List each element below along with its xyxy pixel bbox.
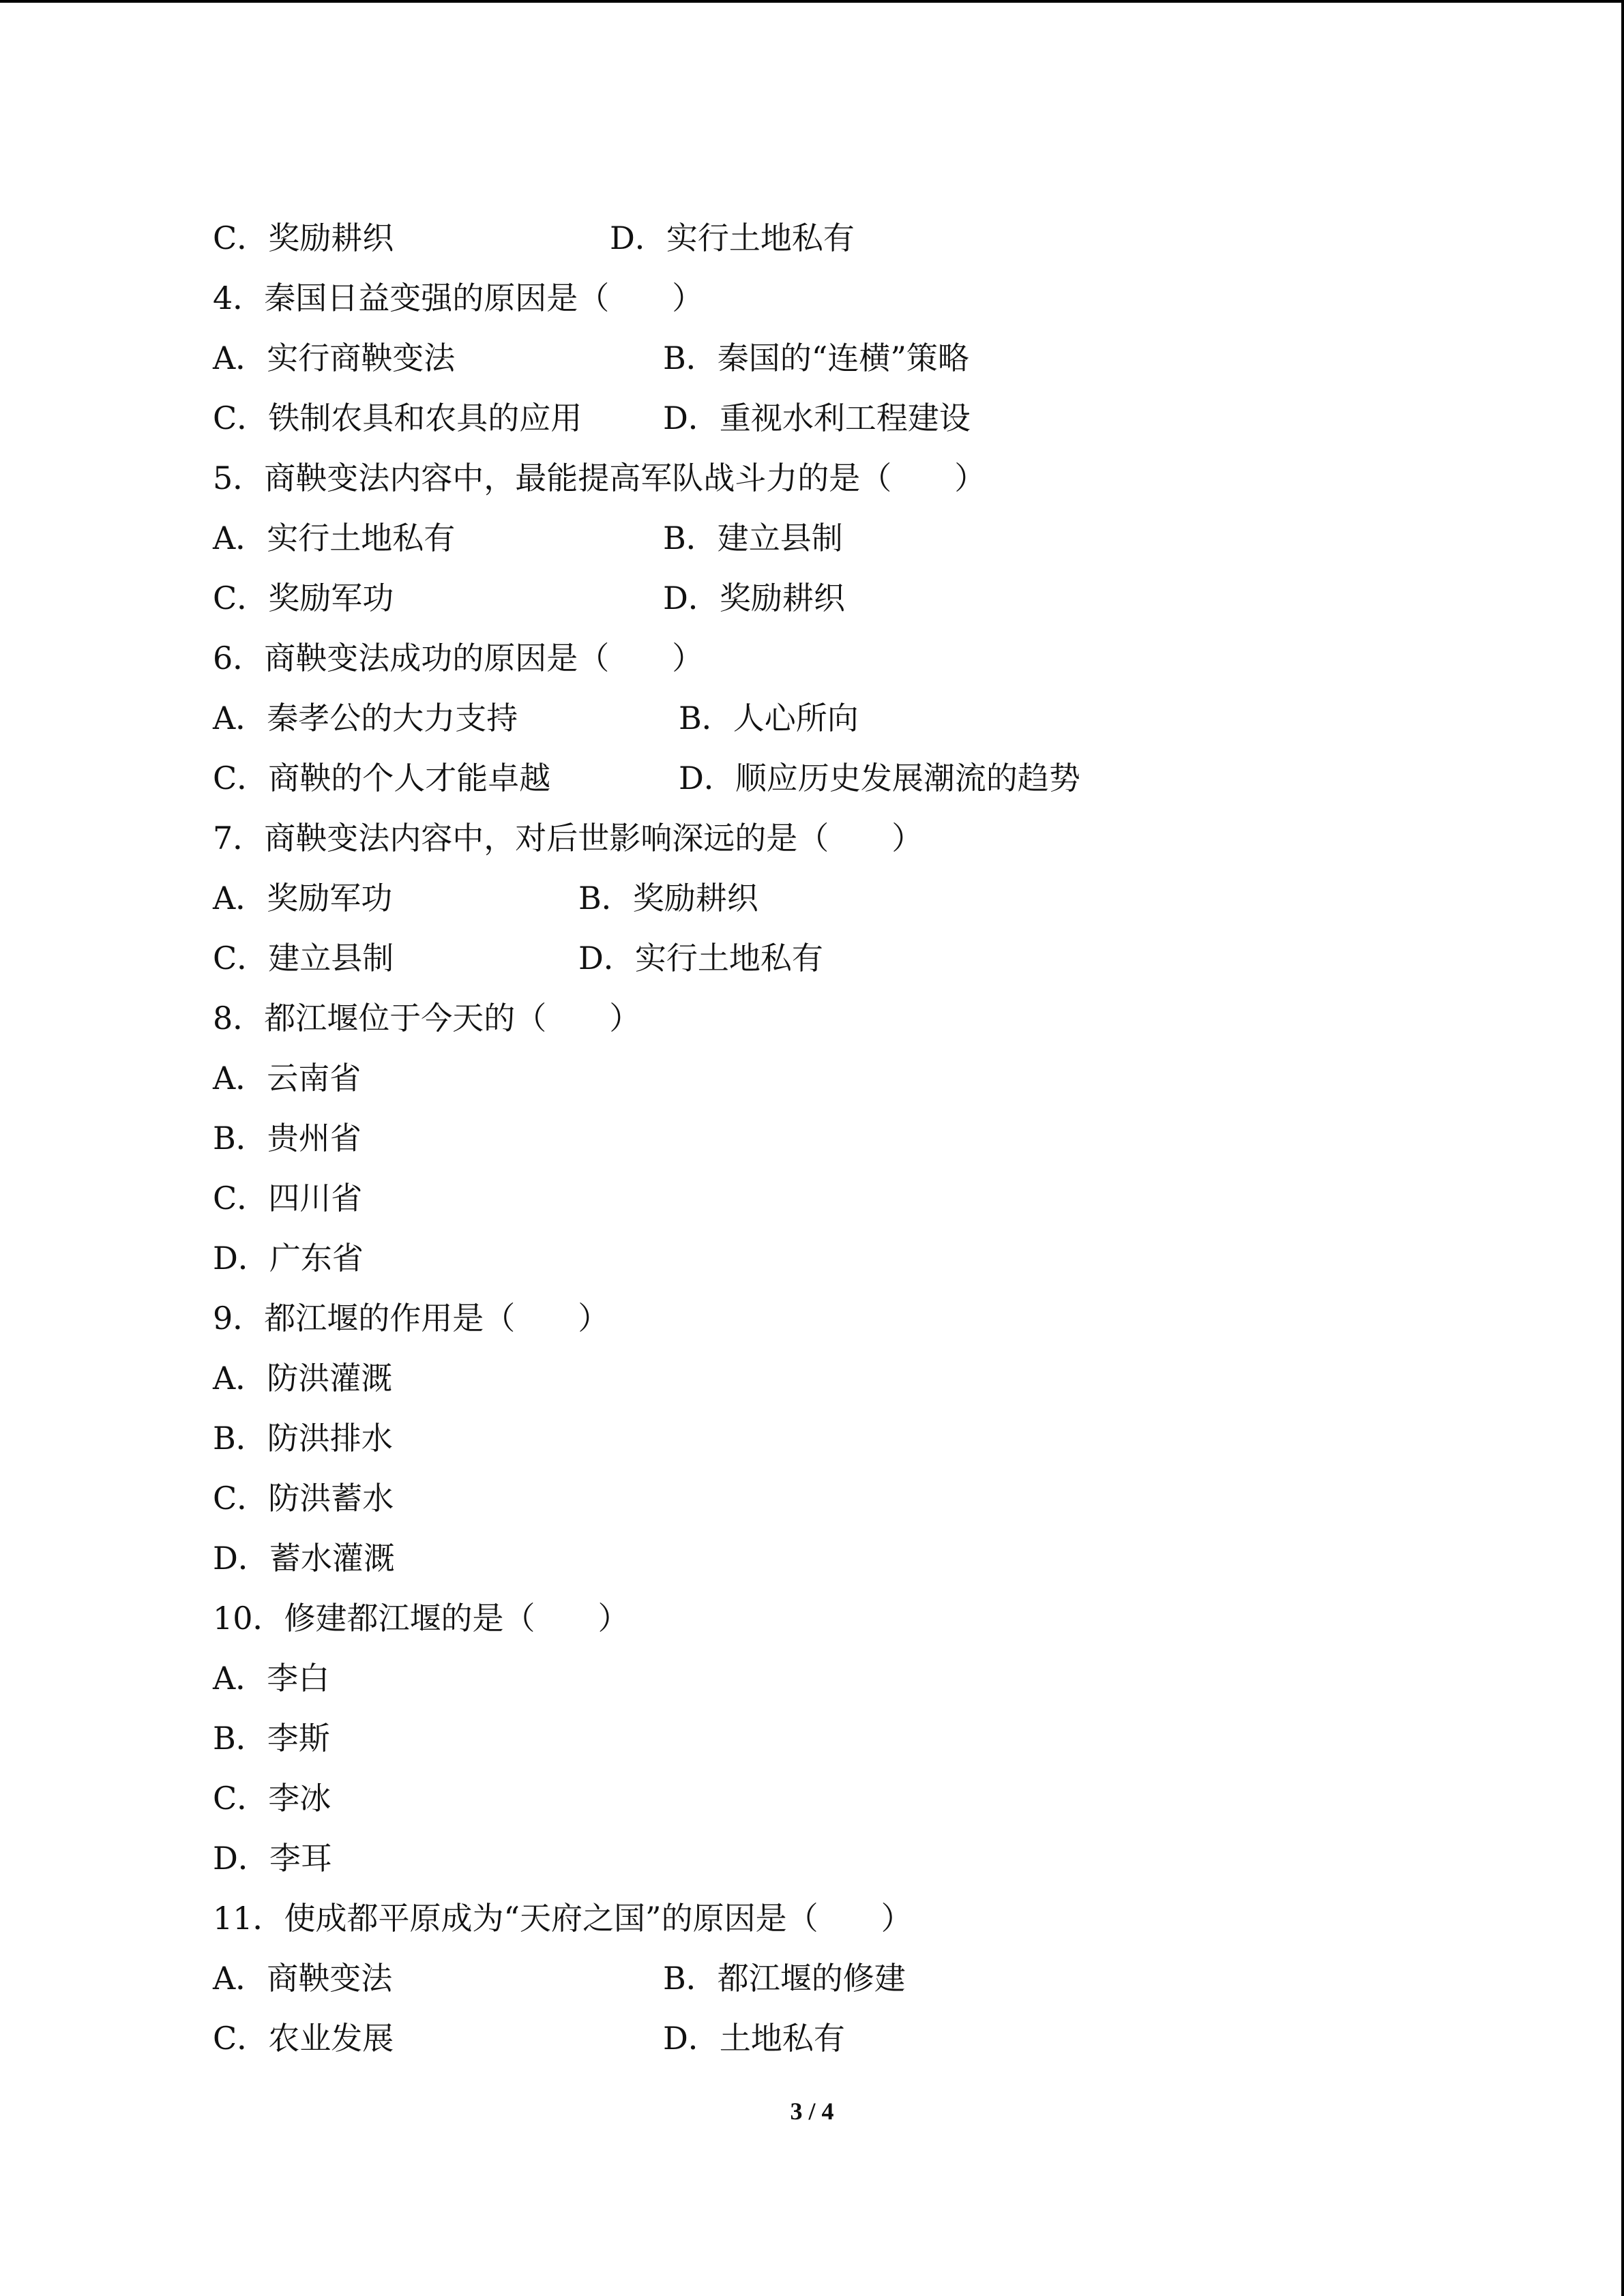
answer-option: C．商鞅的个人才能卓越 (213, 760, 551, 796)
answer-option: D．顺应历史发展潮流的趋势 (679, 760, 1080, 796)
options-row (213, 1708, 1509, 1768)
options-row (213, 1228, 1509, 1288)
answer-option: C．奖励耕织 (213, 220, 394, 256)
options-row (213, 688, 1509, 748)
options-row (213, 2008, 1509, 2068)
answer-option: D．广东省 (213, 1240, 364, 1277)
answer-option: D．蓄水灌溉 (213, 1540, 395, 1577)
options-row (213, 568, 1509, 628)
options-row (213, 1168, 1509, 1228)
options-row (213, 1348, 1509, 1408)
question-stem: 4．秦国日益变强的原因是（ ） (213, 280, 704, 316)
answer-option: A．商鞅变法 (213, 1960, 393, 1997)
answer-option: D．李耳 (213, 1840, 332, 1877)
options-row (213, 1108, 1509, 1168)
options-row (213, 928, 1509, 988)
answer-option: A．奖励军功 (213, 880, 393, 916)
answer-option: A．李白 (213, 1660, 330, 1697)
answer-option: D．实行土地私有 (578, 940, 823, 976)
options-row (213, 1048, 1509, 1108)
answer-option: B．秦国的“连横”策略 (663, 340, 969, 376)
answer-option: D．实行土地私有 (610, 220, 855, 256)
options-row (213, 1468, 1509, 1528)
answer-option: C．四川省 (213, 1180, 363, 1217)
question-stem: 11．使成都平原成为“天府之国”的原因是（ ） (213, 1900, 913, 1937)
options-row (213, 748, 1509, 808)
page-number: 3 / 4 (790, 2098, 834, 2125)
answer-option: C．铁制农具和农具的应用 (213, 400, 582, 436)
question-stem: 9．都江堰的作用是（ ） (213, 1300, 610, 1337)
question-stem: 6．商鞅变法成功的原因是（ ） (213, 640, 704, 676)
options-row (213, 208, 1509, 268)
answer-option: B．奖励耕织 (578, 880, 758, 916)
answer-option: B．都江堰的修建 (663, 1960, 906, 1997)
answer-option: A．实行商鞅变法 (213, 340, 456, 376)
question-list (213, 208, 1509, 2068)
answer-option: D．奖励耕织 (663, 580, 845, 616)
answer-option: B．人心所向 (679, 700, 859, 736)
options-row (213, 1528, 1509, 1588)
answer-option: C．李冰 (213, 1780, 331, 1817)
question-stem: 10．修建都江堰的是（ ） (213, 1600, 630, 1637)
answer-option: C．防洪蓄水 (213, 1480, 394, 1517)
answer-option: A．防洪灌溉 (213, 1360, 393, 1397)
answer-option: B．防洪排水 (213, 1420, 393, 1457)
answer-option: D．土地私有 (663, 2020, 845, 2057)
options-row (213, 868, 1509, 928)
answer-option: C．建立县制 (213, 940, 394, 976)
answer-option: C．农业发展 (213, 2020, 394, 2057)
options-row (213, 508, 1509, 568)
question-stem: 5．商鞅变法内容中，最能提高军队战斗力的是（ ） (213, 460, 986, 496)
options-row (213, 1408, 1509, 1468)
answer-option: A．云南省 (213, 1060, 361, 1097)
answer-option: D．重视水利工程建设 (663, 400, 971, 436)
answer-option: B．李斯 (213, 1720, 330, 1757)
options-row (213, 1828, 1509, 1888)
answer-option: B．贵州省 (213, 1120, 361, 1157)
options-row (213, 1648, 1509, 1708)
options-row (213, 1768, 1509, 1828)
options-row (213, 1948, 1509, 2008)
options-row (213, 328, 1509, 388)
answer-option: C．奖励军功 (213, 580, 394, 616)
answer-option: A．实行土地私有 (213, 520, 456, 556)
question-stem: 8．都江堰位于今天的（ ） (213, 1000, 641, 1037)
answer-option: A．秦孝公的大力支持 (213, 700, 518, 736)
question-stem: 7．商鞅变法内容中，对后世影响深远的是（ ） (213, 820, 924, 856)
options-row (213, 388, 1509, 448)
answer-option: B．建立县制 (663, 520, 843, 556)
